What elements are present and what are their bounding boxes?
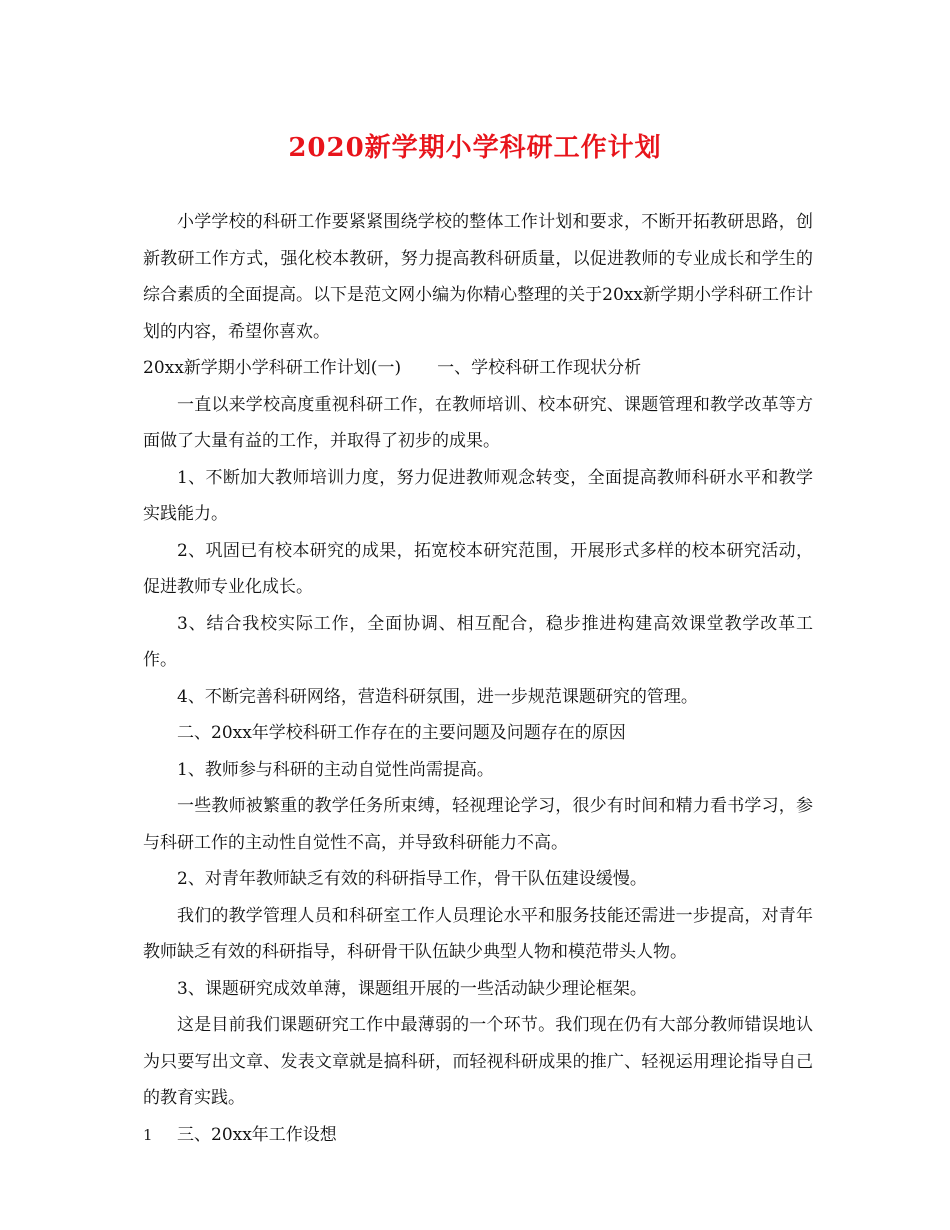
section-heading: 二、20xx年学校科研工作存在的主要问题及问题存在的原因 <box>177 723 626 743</box>
body-paragraph: 2、巩固已有校本研究的成果，拓宽校本研究范围，开展形式多样的校本研究活动，促进教师专业化成长。 <box>143 540 813 597</box>
page-number: 1 <box>143 1126 153 1144</box>
body-paragraph: 2、对青年教师缺乏有效的科研指导工作，骨干队伍建设缓慢。 <box>177 869 647 889</box>
body-paragraph: 一直以来学校高度重视科研工作，在教师培训、校本研究、课题管理和教学改革等方面做了大量有益的工作，并取得了初步的成果。 <box>143 394 813 451</box>
intro-paragraph: 小学学校的科研工作要紧紧围绕学校的整体工作计划和要求，不断开拓教研思路，创新教研工作方式，强化校本教研，努力提高教科研质量，以促进教师的专业成长和学生的综合素质的全面提高。以下是范文网小编为你精心整理的关于20xx新学期小学科研工作计划的内容，希望你喜欢。 <box>143 212 813 342</box>
body-paragraph: 一些教师被繁重的教学任务所束缚，轻视理论学习，很少有时间和精力看书学习，参与科研工作的主动性自觉性不高，并导致科研能力不高。 <box>143 796 813 853</box>
plan-heading-line <box>143 350 813 387</box>
body-paragraph: 我们的教学管理人员和科研室工作人员理论水平和服务技能还需进一步提高，对青年教师缺乏有效的科研指导，科研骨干队伍缺少典型人物和模范带头人物。 <box>143 905 813 962</box>
body-paragraph: 这是目前我们课题研究工作中最薄弱的一个环节。我们现在仍有大部分教师错误地认为只要写出文章、发表文章就是搞科研，而轻视科研成果的推广、轻视运用理论指导自己的教育实践。 <box>143 1015 813 1108</box>
body-paragraph: 4、不断完善科研网络，营造科研氛围，进一步规范课题研究的管理。 <box>177 686 698 707</box>
section-heading: 三、20xx年工作设想 <box>177 1124 337 1145</box>
document-body <box>143 204 813 1153</box>
body-paragraph: 1、教师参与科研的主动自觉性尚需提高。 <box>177 759 494 780</box>
section-one-heading: 一、学校科研工作现状分析 <box>437 358 642 378</box>
body-paragraph: 1、不断加大教师培训力度，努力促进教师观念转变，全面提高教师科研水平和教学实践能力。 <box>143 467 813 524</box>
body-paragraph: 3、课题研究成效单薄，课题组开展的一些活动缺少理论框架。 <box>177 978 647 999</box>
document-title: 2020新学期小学科研工作计划 <box>288 133 662 163</box>
body-paragraph: 3、结合我校实际工作，全面协调、相互配合，稳步推进构建高效课堂教学改革工作。 <box>143 613 813 670</box>
plan-heading: 20xx新学期小学科研工作计划(一) <box>143 358 402 378</box>
